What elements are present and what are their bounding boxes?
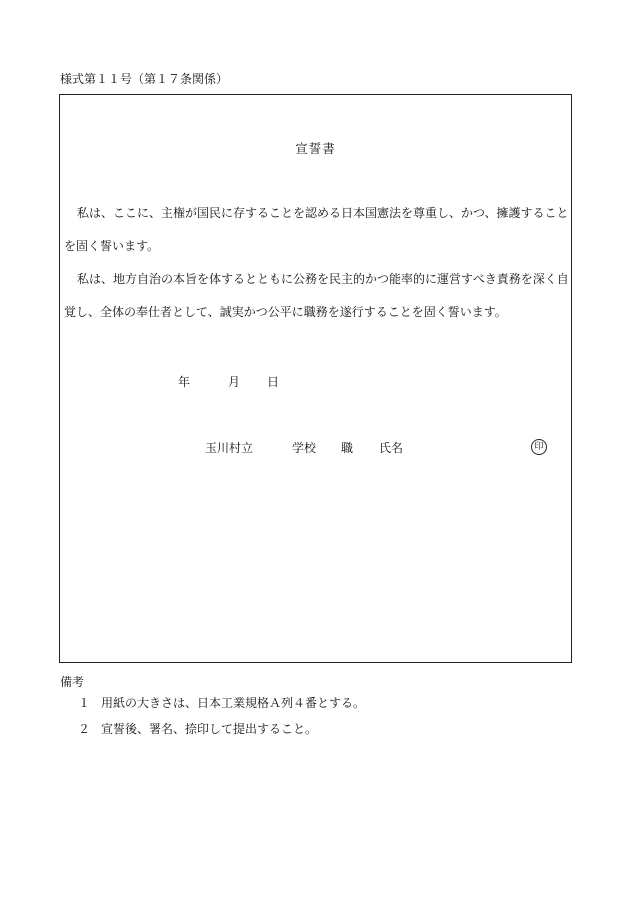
oath-document-frame: [59, 94, 572, 663]
position-label: 職: [341, 441, 354, 455]
oath-paragraph-2: 私は、地方自治の本旨を体するとともに公務を民主的かつ能率的に運営すべき責務を深く自覚し、全体の奉仕者として、誠実かつ公平に職務を遂行することを固く誓います。: [64, 272, 569, 319]
note-text: 宣誓後、署名、捺印して提出すること。: [101, 722, 318, 736]
year-label: 年: [178, 375, 191, 389]
school-prefix-label: 玉川村立: [205, 441, 254, 455]
document-title: 宣誓書: [295, 141, 336, 156]
form-id-label: 様式第１１号（第１７条関係）: [60, 72, 229, 86]
month-label: 月: [228, 375, 241, 389]
oath-paragraph-1: 私は、ここに、主権が国民に存することを認める日本国憲法を尊重し、かつ、擁護することを固く誓います。: [64, 206, 569, 253]
note-number: １: [78, 696, 91, 710]
notes-heading: 備考: [60, 675, 85, 689]
seal-mark: 印: [531, 439, 547, 455]
school-label: 学校: [292, 441, 317, 455]
note-item-2: [60, 720, 318, 746]
note-item-1: [60, 694, 366, 720]
note-text: 用紙の大きさは、日本工業規格Ａ列４番とする。: [101, 696, 366, 710]
note-number: ２: [78, 722, 91, 736]
notes-section: [60, 673, 366, 746]
day-label: 日: [267, 375, 280, 389]
name-label: 氏名: [379, 441, 404, 455]
